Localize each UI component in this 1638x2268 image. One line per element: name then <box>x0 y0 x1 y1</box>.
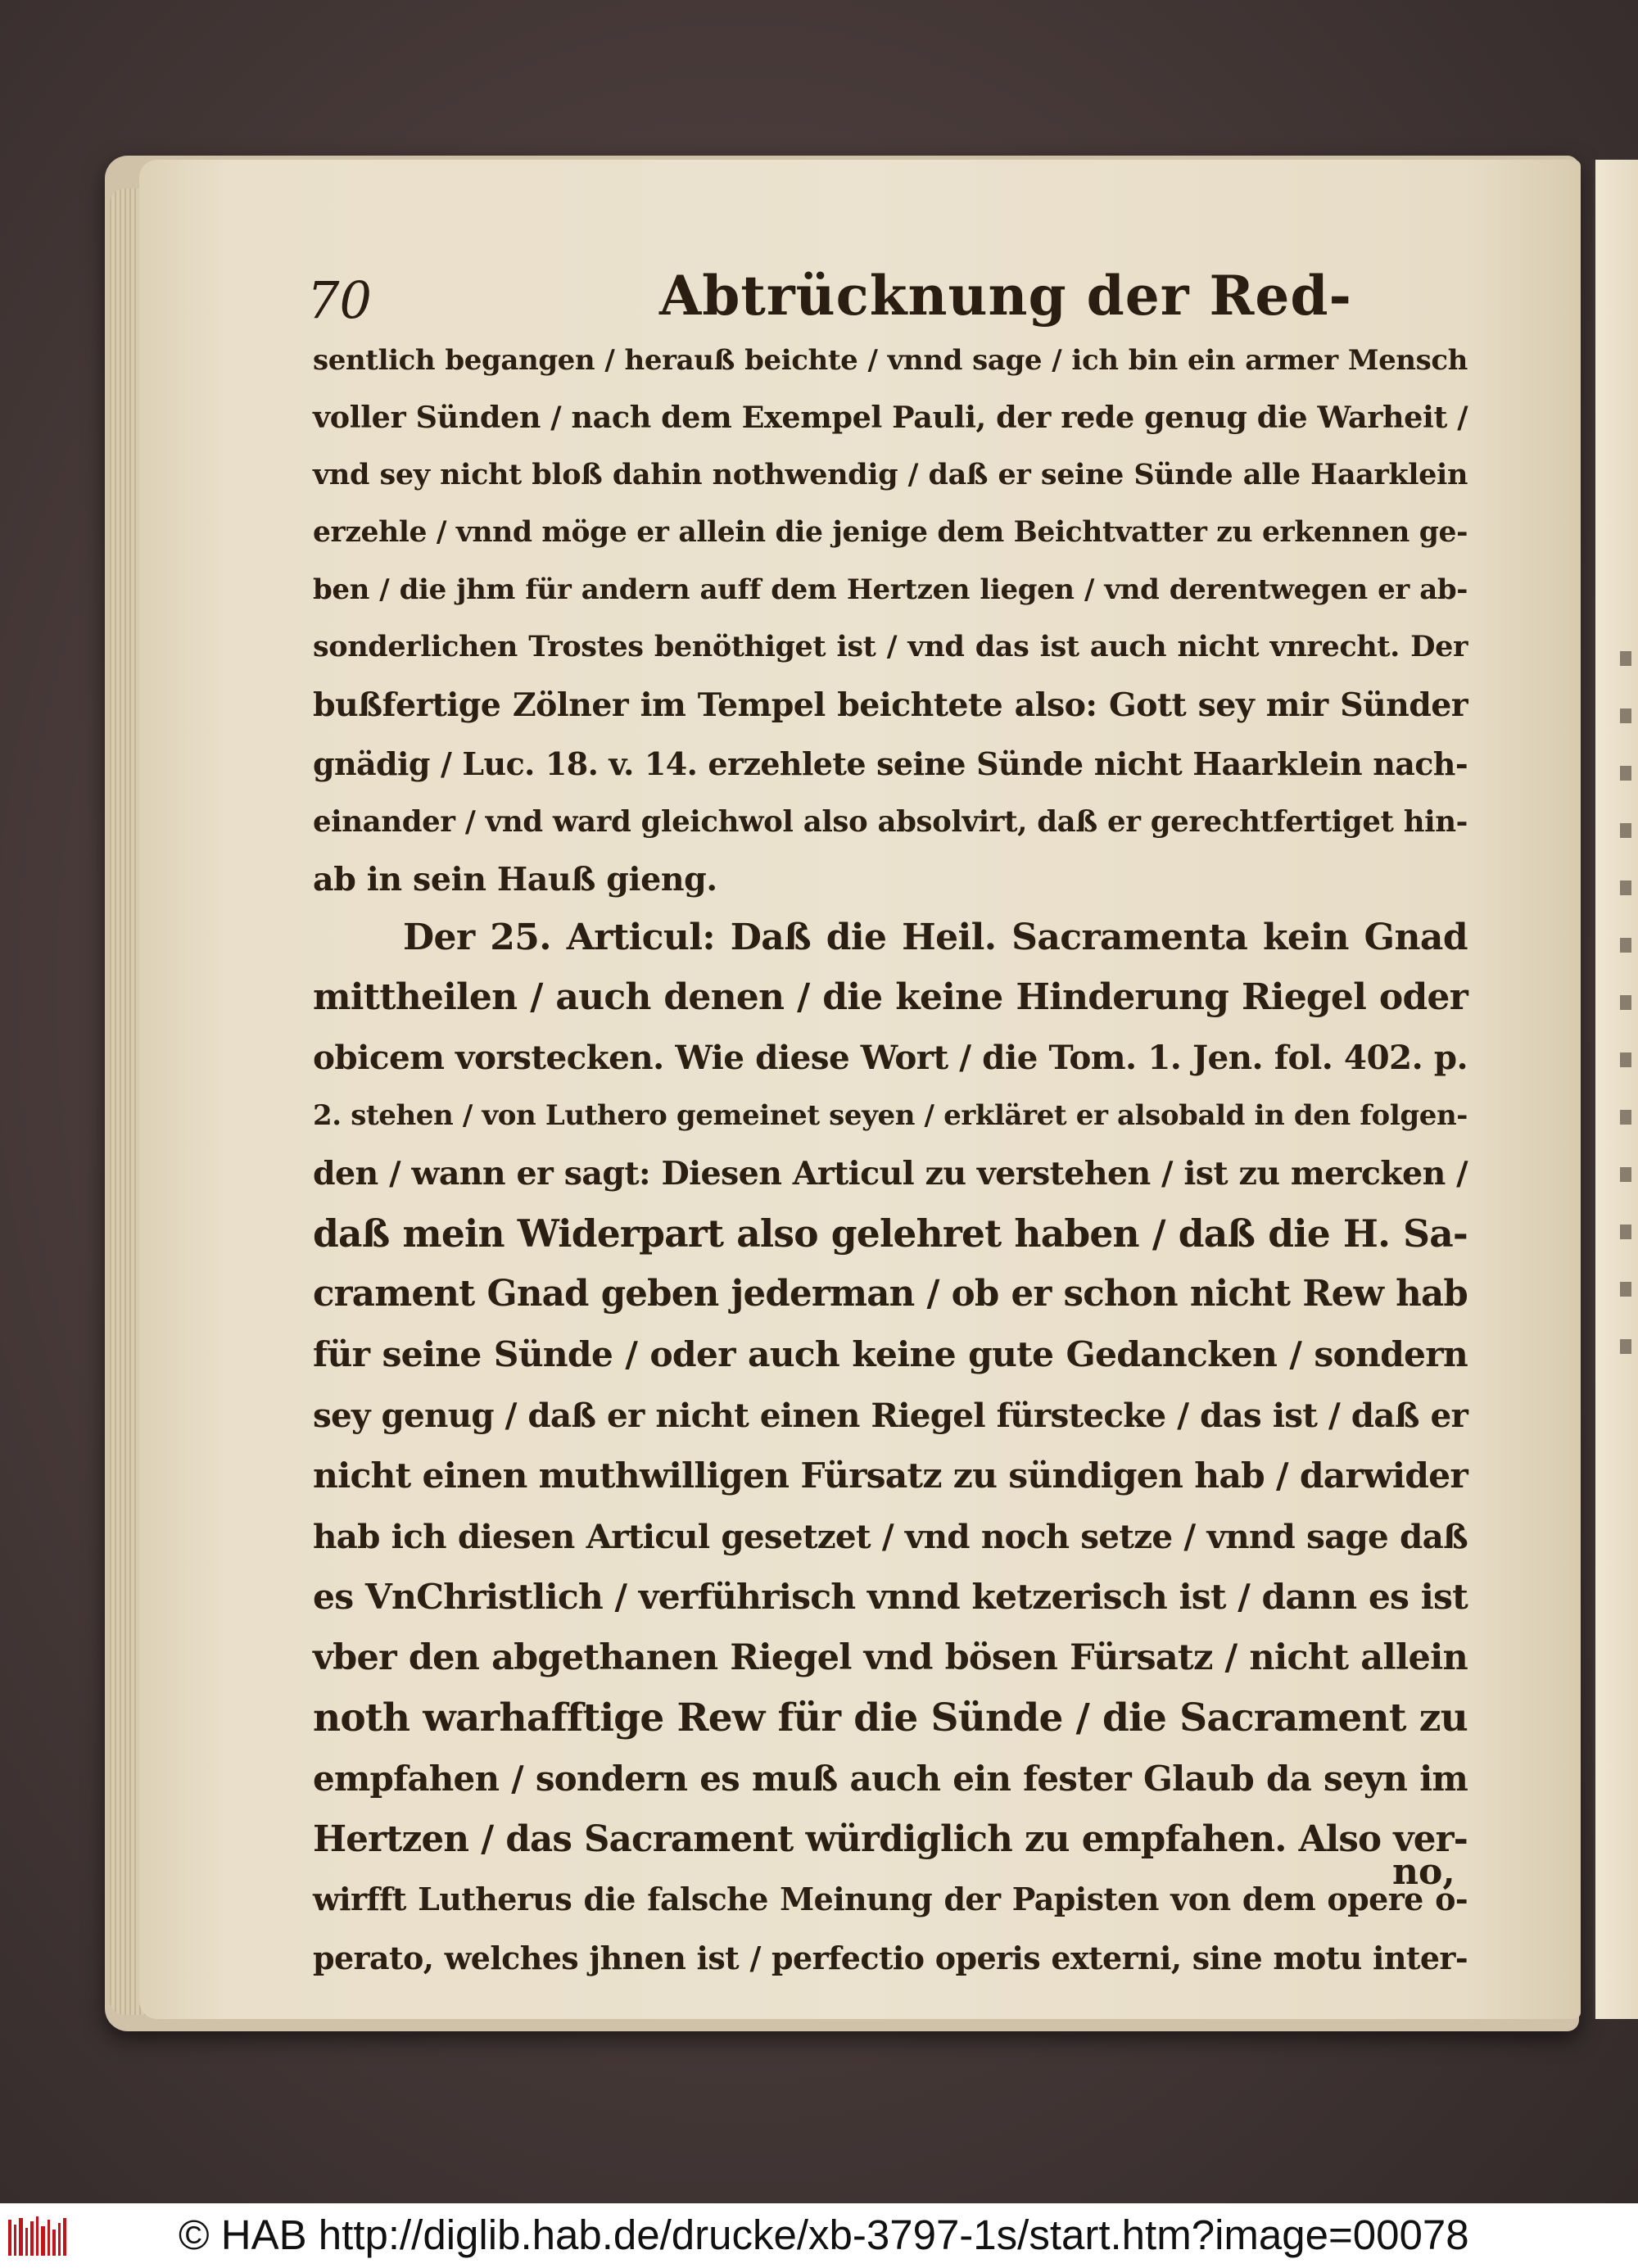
page-header <box>307 262 1470 336</box>
text-line: daß mein Widerpart also gelehret haben / daß die H. Sa- <box>313 1211 1468 1256</box>
facing-page-text-marks <box>1620 651 1631 1388</box>
text-line: sey genug / daß er nicht einen Riegel fürstecke / das ist / daß er <box>313 1396 1468 1435</box>
text-line: crament Gnad geben jederman / ob er schon nicht Rew hab <box>313 1273 1468 1315</box>
text-line: bußfertige Zölner im Tempel beichtete also: Gott sey mir Sünder <box>313 686 1468 724</box>
footer-bar <box>0 2203 1638 2268</box>
text-line: ab in sein Hauß gieng. <box>313 861 717 899</box>
text-line: mittheilen / auch denen / die keine Hinderung Riegel oder <box>313 976 1468 1018</box>
body-text <box>313 332 1468 1988</box>
copyright-link[interactable]: © HAB http://diglib.hab.de/drucke/xb-3797-1s/start.htm?image=00078 <box>179 2211 1469 2258</box>
text-line: vber den abgethanen Riegel vnd bösen Fürsatz / nicht allein <box>313 1637 1468 1678</box>
text-line: perato, welches jhnen ist / perfectio operis externi, sine motu inter- <box>313 1940 1468 1976</box>
facing-page-edge <box>1593 160 1638 2019</box>
page-number: 70 <box>307 270 372 330</box>
text-line: erzehle / vnnd möge er allein die jenige dem Beichtvatter zu erkennen ge- <box>313 516 1468 549</box>
text-line: für seine Sünde / oder auch keine gute Gedancken / sondern <box>313 1334 1468 1375</box>
text-line: nicht einen muthwilligen Fürsatz zu sündigen hab / darwider <box>313 1455 1468 1496</box>
text-line: einander / vnd ward gleichwol also absolvirt, daß er gerechtfertiget hin- <box>313 805 1468 839</box>
text-line: sonderlichen Trostes benöthiget ist / vnd das ist auch nicht vnrecht. Der <box>313 630 1468 663</box>
text-line: voller Sünden / nach dem Exempel Pauli, der rede genug die Warheit / <box>313 400 1468 435</box>
text-line: noth warhafftige Rew für die Sünde / die Sacrament zu <box>313 1695 1468 1741</box>
catchword: no, <box>1392 1851 1455 1893</box>
text-line: wirfft Lutherus die falsche Meinung der Papisten von dem opere o- <box>313 1881 1468 1917</box>
text-line: empfahen / sondern es muß auch ein fester Glaub da seyn im <box>313 1759 1468 1799</box>
text-line: sentlich begangen / herauß beichte / vnnd sage / ich bin ein armer Mensch <box>313 344 1468 377</box>
text-line: Hertzen / das Sacrament würdiglich zu empfahen. Also ver- <box>313 1818 1468 1860</box>
hab-barcode-logo-icon <box>7 2215 67 2259</box>
article-heading-line: Der 25. Articul: Daß die Heil. Sacramenta kein Gnad <box>403 917 1468 958</box>
text-line: obicem vorstecken. Wie diese Wort / die Tom. 1. Jen. fol. 402. p. <box>313 1038 1468 1077</box>
text-line: ben / die jhm für andern auff dem Hertzen liegen / vnd derentwegen er ab- <box>313 573 1468 606</box>
running-head: Abtrücknung der Red- <box>659 264 1352 328</box>
text-line: es VnChristlich / verführisch vnnd ketzerisch ist / dann es ist <box>313 1577 1468 1618</box>
text-line: hab ich diesen Articul gesetzet / vnd noch setze / vnnd sage daß <box>313 1517 1468 1556</box>
text-line: den / wann er sagt: Diesen Articul zu verstehen / ist zu mercken / <box>313 1155 1468 1193</box>
text-line: vnd sey nicht bloß dahin nothwendig / daß er seine Sünde alle Haarklein <box>313 458 1468 491</box>
text-line: 2. stehen / von Luthero gemeinet seyen / erkläret er alsobald in den folgen- <box>313 1099 1468 1132</box>
text-line: gnädig / Luc. 18. v. 14. erzehlete seine Sünde nicht Haarklein nach- <box>313 745 1468 782</box>
